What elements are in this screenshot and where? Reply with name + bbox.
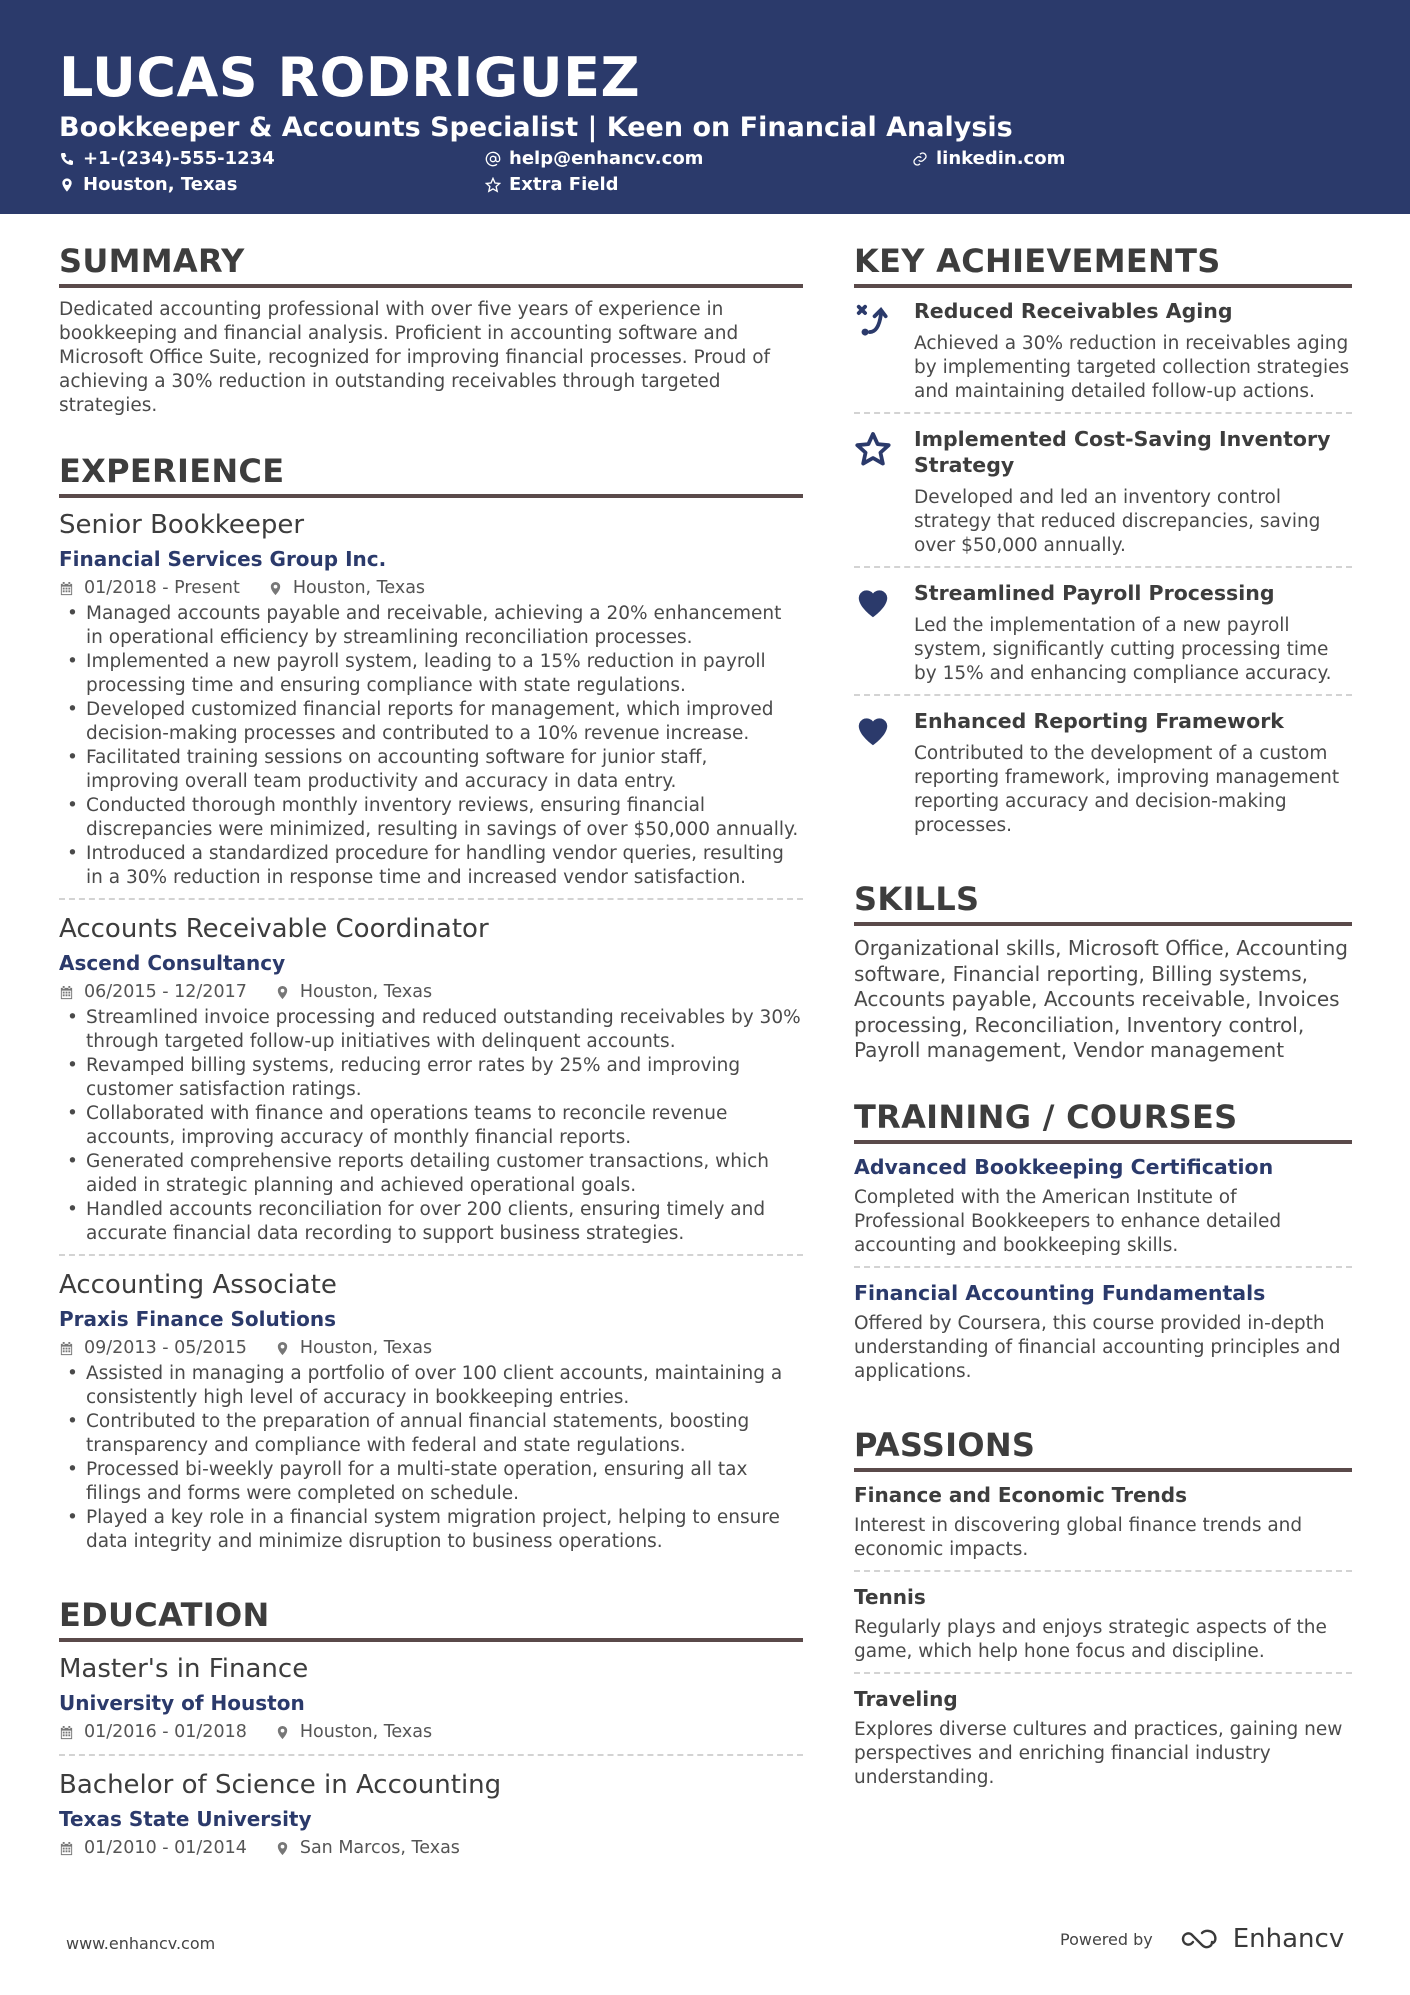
right-column bbox=[854, 240, 1352, 1830]
passion-desc: Regularly plays and enjoys strategic aspects of the game, which help hone focus and discipline. bbox=[854, 1616, 1327, 1662]
summary-text: Dedicated accounting professional with over five years of experience in bookkeeping and financial analysis. Proficient in accounting software and Microsoft Office Suite, recognized for improving financial processes. Proud of achieving a 30% reduction in outstanding receivables through targeted strategies. bbox=[59, 299, 771, 416]
job-meta bbox=[59, 980, 803, 1004]
contact-location: Houston, Texas bbox=[59, 173, 237, 197]
resume-header bbox=[0, 0, 1410, 214]
job-meta bbox=[59, 1336, 803, 1360]
achievement-title: Streamlined Payroll Processing bbox=[914, 581, 1275, 605]
passion-item bbox=[854, 1482, 1352, 1572]
section-title-experience: EXPERIENCE bbox=[59, 450, 803, 498]
job-dates: 09/2013 - 05/2015 bbox=[84, 1338, 247, 1358]
passion-title: Traveling bbox=[854, 1686, 958, 1711]
achievement-item bbox=[854, 426, 1352, 568]
heart-icon bbox=[854, 584, 892, 622]
footer-website-link[interactable]: www.enhancv.com bbox=[66, 1934, 216, 1953]
list-item: • Generated comprehensive reports detailing customer transactions, which aided in strategic planning and achieved operational goals. bbox=[59, 1150, 803, 1198]
location-pin-icon bbox=[59, 177, 75, 193]
powered-by-label: Powered by bbox=[1060, 1929, 1153, 1949]
passion-desc: Interest in discovering global finance trends and economic impacts. bbox=[854, 1514, 1303, 1560]
achievement-desc: Contributed to the development of a custom reporting framework, improving management reporting accuracy and decision-making processes. bbox=[914, 743, 1340, 836]
list-item: • Facilitated training sessions on accounting software for junior staff, improving overall team productivity and accuracy in data entry. bbox=[59, 746, 803, 794]
calendar-icon bbox=[59, 985, 74, 1000]
achievement-desc: Achieved a 30% reduction in receivables aging by implementing targeted collection strategies and maintaining detailed follow-up actions. bbox=[914, 333, 1350, 402]
left-column bbox=[59, 240, 803, 1902]
strategy-icon bbox=[854, 302, 892, 340]
passions-section bbox=[854, 1424, 1352, 1798]
job-location: Houston, Texas bbox=[292, 578, 426, 598]
phone-icon bbox=[59, 151, 75, 167]
training-section bbox=[854, 1096, 1352, 1392]
education-dates: 01/2010 - 01/2014 bbox=[84, 1838, 247, 1858]
achievement-desc: Developed and led an inventory control strategy that reduced discrepancies, saving over $50,000 annually. bbox=[914, 487, 1321, 556]
section-title-skills: SKILLS bbox=[854, 878, 1352, 926]
passion-item bbox=[854, 1584, 1352, 1674]
list-item: • Revamped billing systems, reducing error rates by 25% and improving customer satisfaction ratings. bbox=[59, 1054, 803, 1102]
achievement-item bbox=[854, 298, 1352, 414]
at-icon bbox=[485, 151, 501, 167]
job-company: Financial Services Group Inc. bbox=[59, 547, 387, 571]
experience-entry bbox=[59, 912, 803, 1256]
list-item: • Handled accounts reconciliation for over 200 clients, ensuring timely and accurate financial data recording to support business strategies. bbox=[59, 1198, 803, 1246]
calendar-icon bbox=[59, 581, 74, 596]
achievement-title: Enhanced Reporting Framework bbox=[914, 709, 1284, 733]
list-item: • Streamlined invoice processing and reduced outstanding receivables by 30% through targeted follow-up initiatives with delinquent accounts. bbox=[59, 1006, 803, 1054]
experience-entry bbox=[59, 1268, 803, 1562]
job-dates: 01/2018 - Present bbox=[84, 578, 240, 598]
section-title-summary: SUMMARY bbox=[59, 240, 803, 288]
section-title-training: TRAINING / COURSES bbox=[854, 1096, 1352, 1144]
job-location: Houston, Texas bbox=[299, 982, 433, 1002]
list-item: • Played a key role in a financial system migration project, helping to ensure data integrity and minimize disruption to business operations. bbox=[59, 1506, 803, 1554]
contact-email[interactable]: help@enhancv.com bbox=[485, 147, 703, 171]
achievement-title: Reduced Receivables Aging bbox=[914, 299, 1233, 323]
degree: Bachelor of Science in Accounting bbox=[59, 1770, 502, 1800]
achievement-desc: Led the implementation of a new payroll system, significantly cutting processing time by 15% and enhancing compliance accuracy. bbox=[914, 615, 1332, 684]
achievements-section bbox=[854, 240, 1352, 846]
job-role: Accounting Associate bbox=[59, 1270, 337, 1300]
experience-section bbox=[59, 450, 803, 1562]
link-icon bbox=[912, 151, 928, 167]
school: University of Houston bbox=[59, 1691, 305, 1715]
job-role: Accounts Receivable Coordinator bbox=[59, 914, 489, 944]
experience-entry bbox=[59, 508, 803, 900]
course-title: Financial Accounting Fundamentals bbox=[854, 1280, 1266, 1305]
section-title-education: EDUCATION bbox=[59, 1594, 803, 1642]
education-location: Houston, Texas bbox=[299, 1722, 433, 1742]
passion-desc: Explores diverse cultures and practices, gaining new perspectives and enriching financial industry understanding. bbox=[854, 1718, 1343, 1788]
education-entry bbox=[59, 1768, 803, 1870]
achievement-item bbox=[854, 708, 1352, 846]
list-item: • Collaborated with finance and operations teams to reconcile revenue accounts, improving accuracy of monthly financial reports. bbox=[59, 1102, 803, 1150]
education-section bbox=[59, 1594, 803, 1870]
education-dates: 01/2016 - 01/2018 bbox=[84, 1722, 247, 1742]
education-meta bbox=[59, 1836, 803, 1860]
list-item: • Processed bi-weekly payroll for a multi-state operation, ensuring all tax filings and forms were completed on schedule. bbox=[59, 1458, 803, 1506]
education-entry bbox=[59, 1652, 803, 1756]
course-desc: Completed with the American Institute of Professional Bookkeepers to enhance detailed accounting and bookkeeping skills. bbox=[854, 1186, 1282, 1256]
calendar-icon bbox=[59, 1841, 74, 1856]
job-dates: 06/2015 - 12/2017 bbox=[84, 982, 247, 1002]
job-company: Praxis Finance Solutions bbox=[59, 1307, 337, 1331]
passion-title: Finance and Economic Trends bbox=[854, 1482, 1187, 1507]
list-item: • Contributed to the preparation of annual financial statements, boosting transparency and compliance with federal and state regulations. bbox=[59, 1410, 803, 1458]
school: Texas State University bbox=[59, 1807, 312, 1831]
education-location: San Marcos, Texas bbox=[299, 1838, 460, 1858]
skills-section bbox=[854, 878, 1352, 1064]
job-bullets bbox=[59, 1362, 803, 1554]
contact-phone[interactable]: +1-(234)-555-1234 bbox=[59, 147, 275, 171]
brand-name: Enhancv bbox=[1232, 1924, 1345, 1954]
list-item: • Introduced a standardized procedure for handling vendor queries, resulting in a 30% reduction in response time and increased vendor satisfaction. bbox=[59, 842, 803, 890]
location-pin-icon bbox=[268, 581, 283, 596]
heart-icon bbox=[854, 712, 892, 750]
job-meta bbox=[59, 576, 803, 600]
job-company: Ascend Consultancy bbox=[59, 951, 286, 975]
candidate-headline: Bookkeeper & Accounts Specialist | Keen on Financial Analysis bbox=[59, 112, 1013, 143]
star-icon bbox=[854, 430, 892, 468]
calendar-icon bbox=[59, 1725, 74, 1740]
summary-section bbox=[59, 240, 803, 418]
education-meta bbox=[59, 1720, 803, 1744]
candidate-name: LUCAS RODRIGUEZ bbox=[59, 46, 641, 109]
job-bullets bbox=[59, 1006, 803, 1246]
job-location: Houston, Texas bbox=[299, 1338, 433, 1358]
course-item bbox=[854, 1154, 1352, 1268]
achievement-item bbox=[854, 580, 1352, 696]
section-title-achievements: KEY ACHIEVEMENTS bbox=[854, 240, 1352, 288]
course-title: Advanced Bookkeeping Certification bbox=[854, 1154, 1274, 1179]
location-pin-icon bbox=[275, 1841, 290, 1856]
brand-logo bbox=[1179, 1924, 1344, 1954]
location-pin-icon bbox=[275, 1725, 290, 1740]
course-item bbox=[854, 1280, 1352, 1392]
location-pin-icon bbox=[275, 985, 290, 1000]
contact-extra: Extra Field bbox=[485, 173, 619, 197]
location-pin-icon bbox=[275, 1341, 290, 1356]
contact-linkedin[interactable]: linkedin.com bbox=[912, 147, 1065, 171]
list-item: • Conducted thorough monthly inventory reviews, ensuring financial discrepancies were minimized, resulting in savings of over $50,000 annually. bbox=[59, 794, 803, 842]
list-item: • Implemented a new payroll system, leading to a 15% reduction in payroll processing time and ensuring compliance with state regulations. bbox=[59, 650, 803, 698]
degree: Master's in Finance bbox=[59, 1654, 309, 1684]
list-item: • Developed customized financial reports for management, which improved decision-making processes and contributed to a 10% revenue increase. bbox=[59, 698, 803, 746]
star-outline-icon bbox=[485, 177, 501, 193]
job-role: Senior Bookkeeper bbox=[59, 510, 305, 540]
achievement-title: Implemented Cost-Saving Inventory Strategy bbox=[914, 427, 1331, 477]
skills-text: Organizational skills, Microsoft Office, Accounting software, Financial reporting, Billing systems, Accounts payable, Accounts receivable, Invoices processing, Reconciliation, Inventory control, Payroll management, Vendor management bbox=[854, 936, 1348, 1062]
passion-title: Tennis bbox=[854, 1584, 926, 1609]
job-bullets bbox=[59, 602, 803, 890]
passion-item bbox=[854, 1686, 1352, 1798]
list-item: • Managed accounts payable and receivable, achieving a 20% enhancement in operational efficiency by streamlining reconciliation processes. bbox=[59, 602, 803, 650]
section-title-passions: PASSIONS bbox=[854, 1424, 1352, 1472]
footer-branding[interactable] bbox=[1060, 1924, 1344, 1954]
enhancv-logo-icon bbox=[1179, 1926, 1225, 1952]
course-desc: Offered by Coursera, this course provided in-depth understanding of financial accounting principles and applications. bbox=[854, 1312, 1341, 1382]
calendar-icon bbox=[59, 1341, 74, 1356]
list-item: • Assisted in managing a portfolio of over 100 client accounts, maintaining a consistently high level of accuracy in bookkeeping entries. bbox=[59, 1362, 803, 1410]
